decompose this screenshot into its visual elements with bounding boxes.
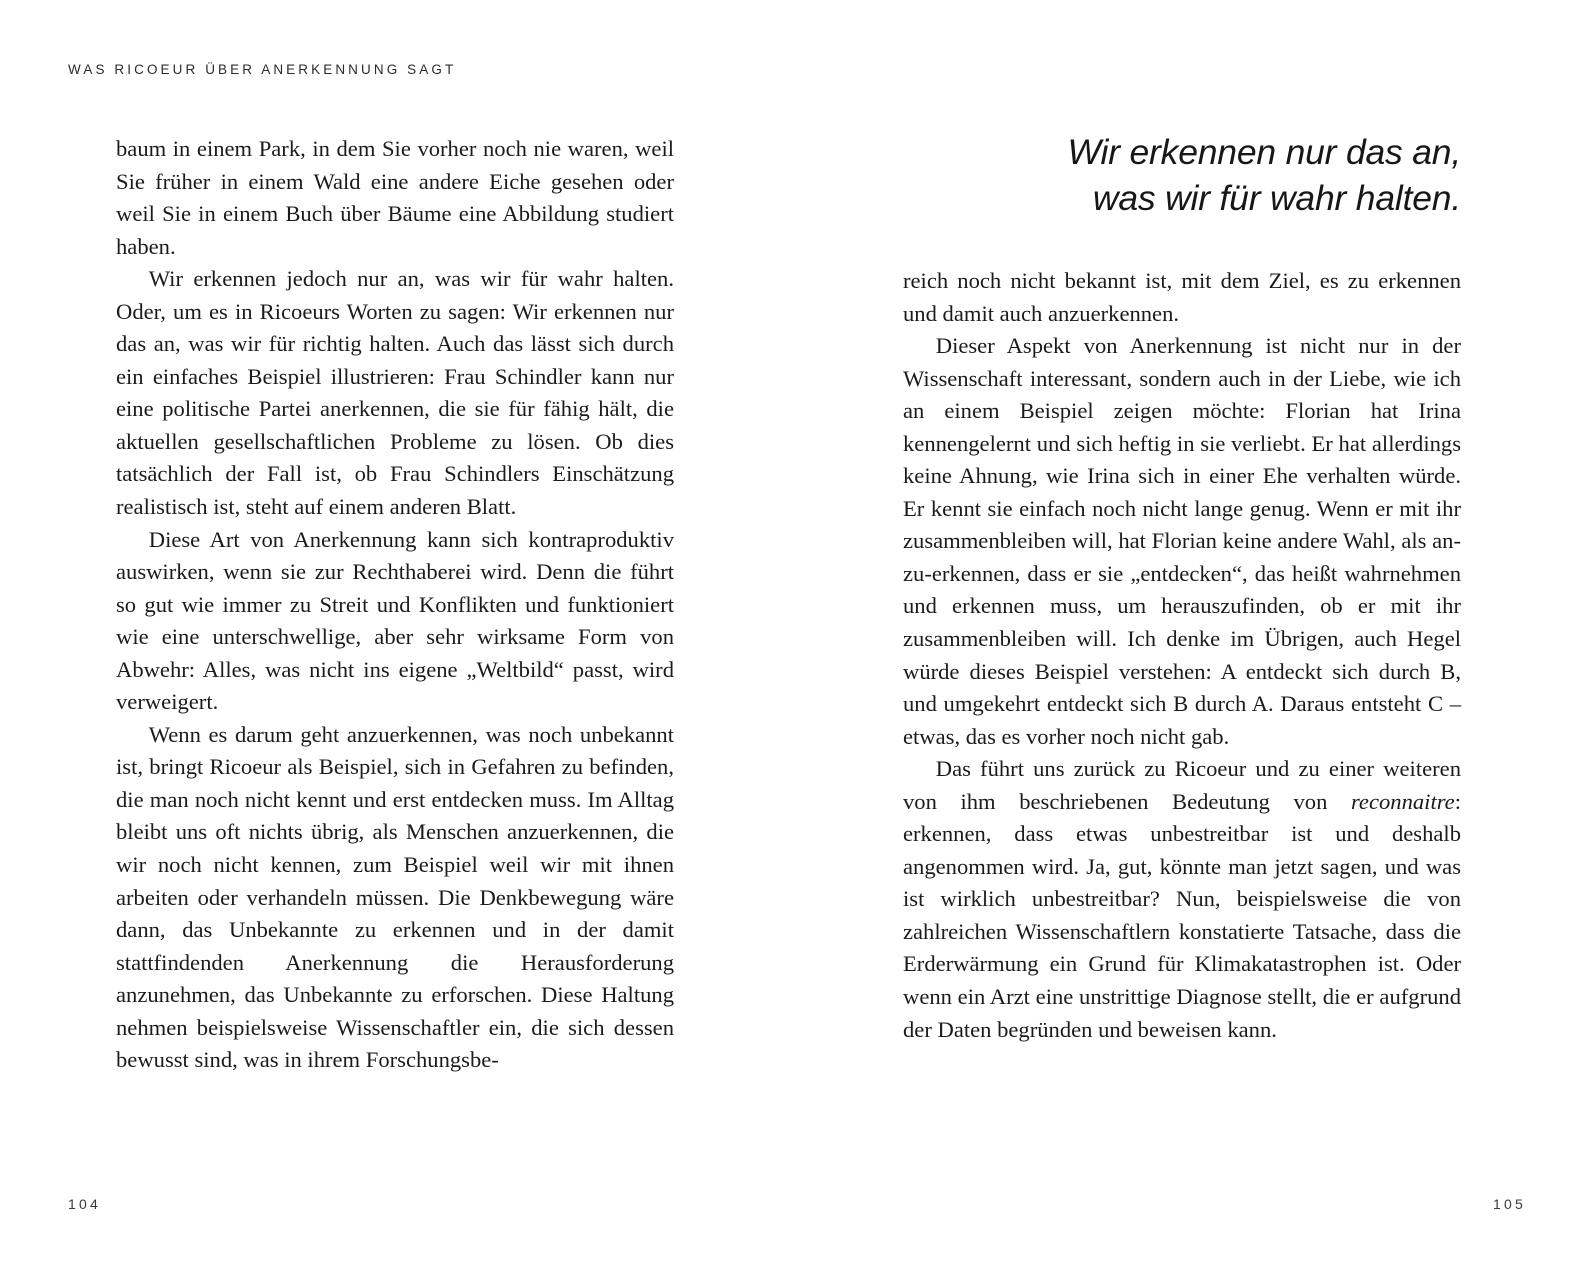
paragraph: reich noch nicht bekannt ist, mit dem Ziel, es zu erkennen und damit auch anzuerkennen. [903,268,1461,326]
paragraph-with-italic-term [903,753,1461,1046]
right-page-body [903,265,1461,1046]
pull-quote-line-2: was wir für wahr halten. [1092,178,1461,218]
page-number-right: 105 [1493,1196,1526,1212]
paragraph: Dieser Aspekt von Anerkennung ist nicht nur in der Wissenschaft interessant, sondern auch in der Liebe, wie ich an einem Beispiel zeigen möchte: Florian hat Irina kennengelernt und sich heftig in sie verliebt. Er hat allerdings keine Ahnung, wie Irina sich in einer Ehe verhalten würde. Er kennt sie einfach noch nicht lange genug. Wenn er mit ihr zusammenbleiben will, hat Florian keine andere Wahl, als an-zu-erkennen, dass er sie „entdecken“, das heißt wahrnehmen und erkennen muss, um herauszufinden, ob er mit ihr zusammenbleiben will. Ich denke im Übrigen, auch Hegel würde dieses Beispiel verstehen: A entdeckt sich durch B, und umgekehrt entdeckt sich B durch A. Daraus entsteht C – etwas, das es vorher noch nicht gab. [903,333,1461,749]
right-page-column [903,265,1461,1046]
pull-quote-heading [903,129,1461,221]
paragraph-text-after-term: : erkennen, dass etwas unbestreitbar ist und deshalb angenommen wird. Ja, gut, könnte man jetzt sagen, und was ist wirklich unbestreitbar? Nun, beispielsweise die von zahlreichen Wissenschaftlern konstatierte Tatsache, dass die Erderwärmung ein Grund für Klimakatastrophen ist. Oder wenn ein Arzt eine unstrittige Diagnose stellt, die er aufgrund der Daten begründen und beweisen kann. [903,788,1461,1042]
paragraph: Diese Art von Anerkennung kann sich kontraproduktiv auswirken, wenn sie zur Rechthaberei wird. Denn die führt so gut wie immer zu Streit und Konflikten und funktioniert wie eine unterschwellige, aber sehr wirksame Form von Abwehr: Alles, was nicht ins eigene „Weltbild“ passt, wird verweigert. [116,526,674,715]
paragraph: Wenn es darum geht anzuerkennen, was noch unbekannt ist, bringt Ricoeur als Beispiel, sich in Gefahren zu befinden, die man noch nicht kennt und erst entdecken muss. Im Alltag bleibt uns oft nichts übrig, als Menschen anzuerkennen, die wir noch nicht kennen, zum Beispiel weil wir mit ihnen arbeiten oder verhandeln müssen. Die Denkbewegung wäre dann, das Unbekannte zu erkennen und in der damit stattfindenden Anerkennung die Herausforderung anzunehmen, das Unbekannte zu erforschen. Diese Haltung nehmen beispielsweise Wissenschaftler ein, die sich dessen bewusst sind, was in ihrem Forschungsbe- [116,721,674,1073]
paragraph-text-before-term: Das führt uns zurück zu Ricoeur und zu einer weiteren von ihm beschriebenen Bedeutung von [903,756,1461,814]
left-page-column [116,133,674,1077]
running-head: WAS RICOEUR ÜBER ANERKENNUNG SAGT [68,62,457,77]
paragraph: Wir erkennen jedoch nur an, was wir für wahr halten. Oder, um es in Ricoeurs Worten zu sagen: Wir erkennen nur das an, was wir für richtig halten. Auch das lässt sich durch ein einfaches Beispiel illustrieren: Frau Schindler kann nur eine politische Partei anerkennen, die sie für fähig hält, die aktuellen gesellschaftlichen Probleme zu lösen. Ob dies tatsächlich der Fall ist, ob Frau Schindlers Einschätzung realistisch ist, steht auf einem anderen Blatt. [116,266,674,520]
page-number-left: 104 [68,1196,101,1212]
left-page-body [116,133,674,1077]
italic-foreign-term: reconnaitre [1350,788,1455,814]
pull-quote-line-1: Wir erkennen nur das an, [1067,132,1461,172]
paragraph: baum in einem Park, in dem Sie vorher noch nie waren, weil Sie früher in einem Wald eine andere Eiche gesehen oder weil Sie in einem Buch über Bäume eine Abbildung studiert haben. [116,136,674,259]
